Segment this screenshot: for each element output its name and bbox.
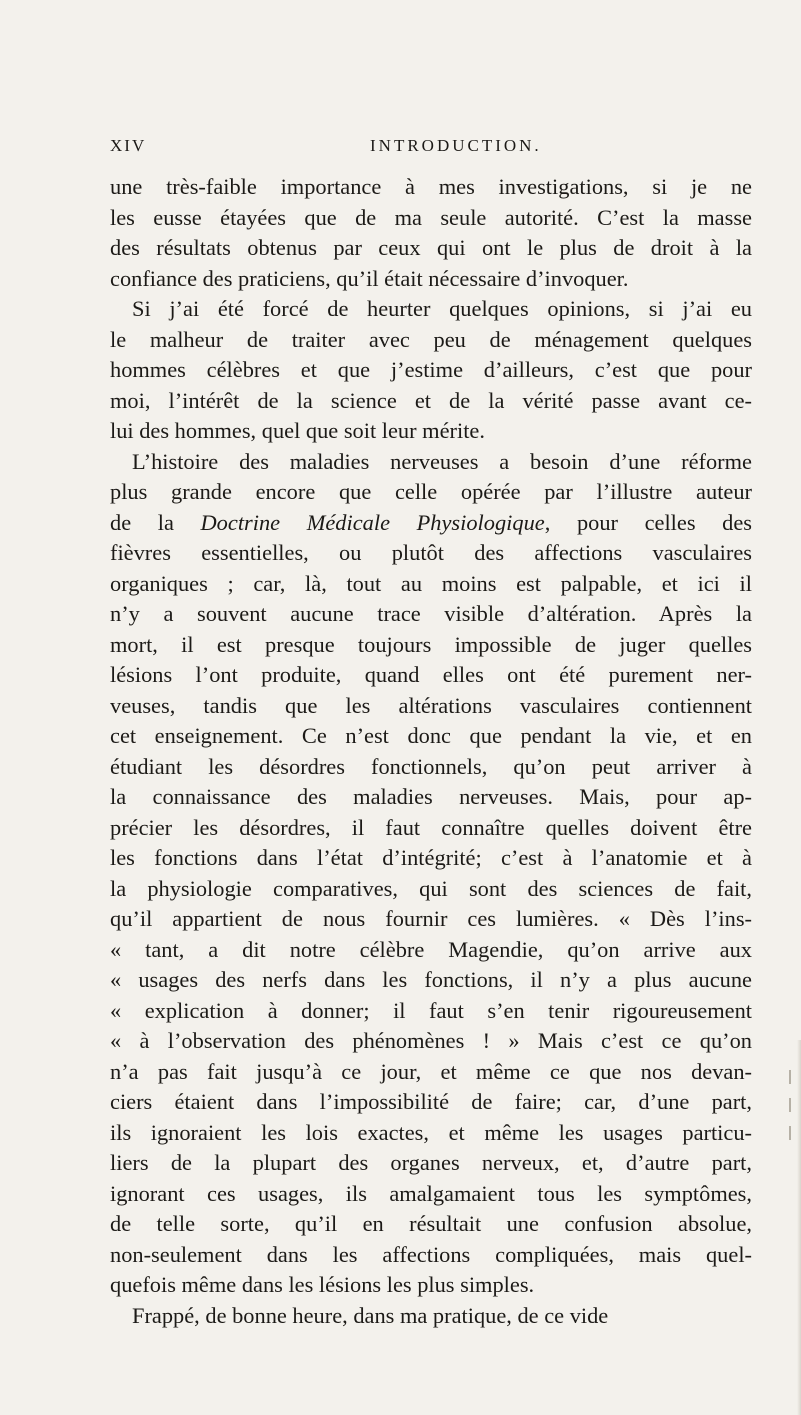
text-line: ils ignoraient les lois exactes, et même les usages particu- [110, 1119, 752, 1145]
text-line: hommes célèbres et que j’estime d’ailleurs, c’est que pour [110, 357, 752, 382]
text-line: liers de la plupart des organes nerveux, et, d’autre part, [110, 1150, 752, 1175]
text-line: lésions l’ont produite, quand elles ont été purement ner- [110, 662, 752, 687]
text-line: n’y a souvent aucune trace visible d’altération. Après la [110, 601, 752, 626]
text-line: n’a pas fait jusqu’à ce jour, et même ce que nos devan- [110, 1058, 752, 1084]
text-line: « usages des nerfs dans les fonctions, il n’y a plus aucune [110, 967, 752, 992]
text-line: ignorant ces usages, ils amalgamaient tous les symptômes, [110, 1180, 752, 1206]
text-line: moi, l’intérêt de la science et de la vérité passe avant ce- [110, 387, 752, 413]
edge-mark [789, 1098, 791, 1112]
book-title: Doctrine Médicale Physiologique [200, 509, 545, 535]
text-line: Frappé, de bonne heure, dans ma pratique, de ce vide [132, 1302, 609, 1328]
text-line: quefois même dans les lésions les plus simples. [110, 1272, 535, 1297]
text-line: non-seulement dans les affections compliquées, mais quel- [110, 1241, 752, 1267]
text-line: confiance des praticiens, qu’il était nécessaire d’invoquer. [110, 265, 629, 291]
text-line: « à l’observation des phénomènes ! » Mais c’est ce qu’on [110, 1028, 752, 1053]
text-line: plus grande encore que celle opérée par l’illustre auteur [110, 479, 752, 504]
page-edge [797, 1040, 801, 1415]
text-line: de telle sorte, qu’il en résultait une confusion absolue, [110, 1211, 752, 1236]
text-line: mort, il est presque toujours impossible de juger quelles [110, 631, 752, 657]
text-line: de la Doctrine Médicale Physiologique, pour celles des [110, 509, 753, 535]
text-line: veuses, tandis que les altérations vasculaires contiennent [110, 692, 752, 718]
edge-mark [789, 1070, 791, 1084]
page-header [110, 136, 750, 160]
text-line: la connaissance des maladies nerveuses. Mais, pour ap- [110, 784, 752, 809]
text-line: fièvres essentielles, ou plutôt des affections vasculaires [110, 540, 752, 565]
text-line: le malheur de traiter avec peu de ménagement quelques [110, 326, 752, 352]
text-line: Si j’ai été forcé de heurter quelques opinions, si j’ai eu [132, 296, 752, 321]
text-line: L’histoire des maladies nerveuses a besoin d’une réforme [132, 448, 752, 474]
page-number: XIV [110, 136, 147, 155]
text-line: la physiologie comparatives, qui sont des sciences de fait, [110, 875, 752, 901]
edge-mark [789, 1126, 791, 1140]
text-line: cet enseignement. Ce n’est donc que pendant la vie, et en [110, 723, 752, 748]
body-text [110, 172, 752, 1331]
text-line: « tant, a dit notre célèbre Magendie, qu’on arrive aux [110, 936, 752, 962]
running-head: INTRODUCTION. [370, 136, 542, 155]
text-line: étudiant les désordres fonctionnels, qu’on peut arriver à [110, 753, 752, 779]
text-line: les eusse étayées que de ma seule autorité. C’est la masse [110, 204, 752, 230]
text-line: des résultats obtenus par ceux qui ont le plus de droit à la [110, 235, 752, 260]
text-line: organiques ; car, là, tout au moins est palpable, et ici il [110, 570, 752, 596]
text-line: précier les désordres, il faut connaître quelles doivent être [110, 814, 752, 840]
text-line: qu’il appartient de nous fournir ces lumières. « Dès l’ins- [110, 906, 752, 931]
text-line: « explication à donner; il faut s’en tenir rigoureusement [110, 997, 752, 1023]
text-line: les fonctions dans l’état d’intégrité; c’est à l’anatomie et à [110, 845, 752, 870]
text-line: lui des hommes, quel que soit leur mérite. [110, 418, 485, 443]
text-line: une très-faible importance à mes investigations, si je ne [110, 174, 752, 199]
text-line: ciers étaient dans l’impossibilité de faire; car, d’une part, [110, 1089, 752, 1114]
